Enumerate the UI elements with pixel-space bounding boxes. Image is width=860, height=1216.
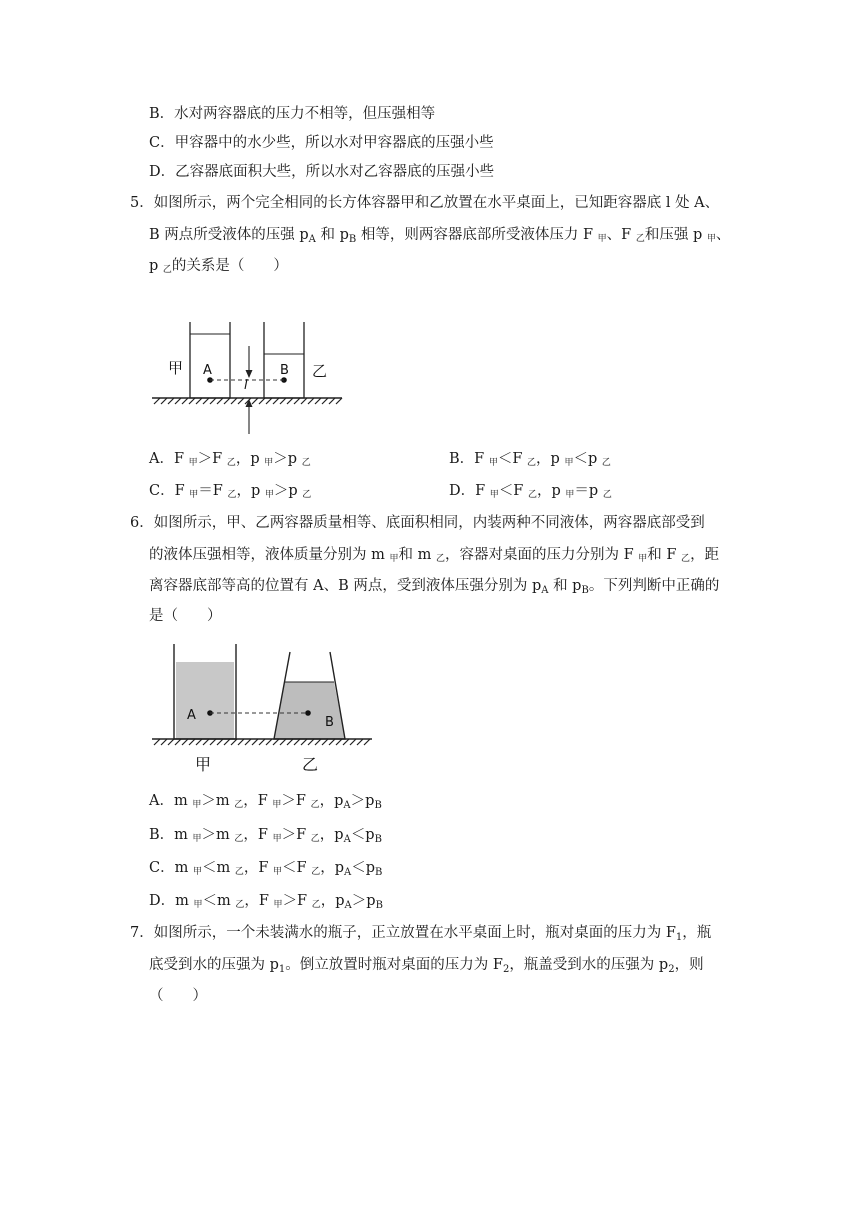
q6-stem-line1: 6．如图所示，甲、乙两容器质量相等、底面积相同，内装两种不同液体，两容器底部受到 [130,515,705,531]
q4-option-b: B．水对两容器底的压力不相等，但压强相等 [149,106,436,122]
q6-option-d: D．m $_甲$＜m $_乙$，F $_甲$＞F $_乙$，$p_A>p_B$ [149,893,383,911]
q6-option-a: A．m $_甲$＞m $_乙$，F $_甲$＞F $_乙$，$p_A>p_B$ [149,793,382,811]
q5-stem-line1: 5．如图所示，两个完全相同的长方体容器甲和乙放置在水平桌面上，已知距容器底 l 处 A、 [130,195,720,211]
q5-option-b: B．F $_甲$＜F $_乙$，p $_甲$＜p $_乙$ [449,451,611,468]
q7-stem-line1: 7．如图所示，一个未装满水的瓶子，正立放置在水平桌面上时，瓶对桌面的压力为 $F_1$，瓶 [130,925,712,943]
q6-liquid-yi [274,682,345,739]
q5-option-c: C．F $_甲$＝F $_乙$，p $_甲$＞p $_乙$ [149,483,312,500]
q5-label-jia: 甲 [168,359,184,377]
q7-stem-line3: （ ） [149,988,207,1004]
q6-ground-hatch [154,739,370,745]
q6-liquid-jia [176,662,234,739]
q5-container-yi [264,322,304,398]
q5-option-a: A．F $_甲$＞F $_乙$，p $_甲$＞p $_乙$ [149,451,311,468]
q6-label-jia: 甲 [195,755,212,774]
q6-label-b: B [325,715,334,730]
q5-label-b: B [280,363,289,378]
q6-figure [150,640,376,778]
q5-stem-line3: p $_乙$的关系是（ ） [149,258,288,275]
q5-label-yi: 乙 [312,362,328,380]
q5-arrowhead-down [246,370,253,378]
q6-stem-line3: 离容器底部等高的位置有 A、B 两点，受到液体压强分别为 $p_A$ 和 $p_B$。下列判断中正确的 [149,578,720,596]
q6-stem-line4: 是（ ） [149,608,222,624]
q5-stem-line2: B 两点所受液体的压强 $p_A$ 和 $p_B$ 相等，则两容器底部所受液体压力 F $_甲$、F $_乙$和压强 p $_甲$、 [149,227,731,245]
q6-label-yi: 乙 [302,755,319,774]
q6-option-b: B．m $_甲$＞m $_乙$，F $_甲$＞F $_乙$，$p_A<p_B$ [149,827,382,845]
q6-option-c: C．m $_甲$＜m $_乙$，F $_甲$＜F $_乙$，$p_A<p_B$ [149,860,383,878]
q7-stem-line2: 底受到水的压强为 $p_1$。倒立放置时瓶对桌面的压力为 $F_2$，瓶盖受到水的压强为 $p_2$，则 [149,957,704,975]
q5-label-l: l [244,378,248,393]
q5-label-a: A [203,363,212,378]
q6-stem-line2: 的液体压强相等，液体质量分别为 m $_甲$和 m $_乙$，容器对桌面的压力分别为 F $_甲$和 F $_乙$，距 [149,547,720,564]
q4-option-d: D．乙容器底面积大些，所以水对乙容器底的压强小些 [149,164,495,180]
q4-option-c: C．甲容器中的水少些，所以水对甲容器底的压强小些 [149,135,494,151]
q5-option-d: D．F $_甲$＜F $_乙$，p $_甲$＝p $_乙$ [449,483,612,500]
q6-label-a: A [187,708,196,723]
q5-figure [150,318,350,436]
q5-container-jia [190,322,230,398]
